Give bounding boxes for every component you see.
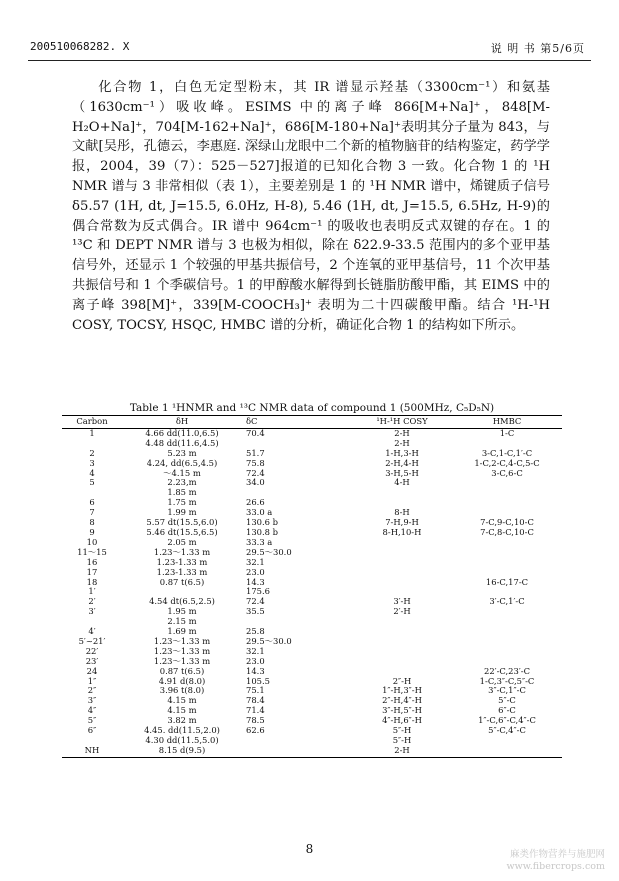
cell-delta-h: 4.15 m (167, 705, 197, 716)
cell-cosy: 3-H,5-H (385, 467, 419, 478)
table-row (62, 528, 562, 538)
cell-delta-c: 29.5～30.0 (246, 635, 292, 646)
cell-cosy: 7-H,9-H (385, 517, 419, 528)
cell-hmbc (452, 558, 562, 568)
table-row (62, 578, 562, 588)
cell-carbon: 1 (89, 427, 95, 438)
cell-delta-c: 75.1 (246, 685, 265, 696)
cell-cosy: 2″-H (392, 675, 412, 686)
cell-delta-h: 1.23～1.33 m (153, 655, 211, 666)
cell-delta-h: 1.85 m (167, 487, 197, 498)
cell-hmbc (452, 607, 562, 617)
table-row (62, 736, 562, 746)
cell-carbon: 6″ (87, 725, 97, 736)
cell-hmbc (452, 627, 562, 637)
cell-delta-h: 5.46 dt(15.5,6.5) (146, 526, 218, 537)
cell-carbon: 5′~21′ (78, 635, 106, 646)
table-row (62, 726, 562, 736)
table-row (62, 469, 562, 479)
cell-hmbc: 16-C,17-C (485, 576, 529, 587)
cell-cosy (352, 548, 452, 558)
watermark-title: 麻类作物营养与施肥网 (509, 849, 605, 860)
cell-carbon: 22′ (85, 645, 99, 656)
header-divider (28, 60, 591, 61)
cell-cosy: 1″-H,3″-H (382, 685, 422, 696)
cell-delta-h: 4.30 dd(11.5,5.0) (145, 735, 219, 745)
table-row (62, 478, 562, 488)
cell-cosy: 3″-H,5″-H (382, 705, 422, 716)
column-header-cosy: ¹H-¹H COSY (352, 416, 452, 429)
cell-carbon: 5 (89, 477, 95, 488)
document-number: 200510068282. X (30, 40, 130, 53)
cell-hmbc: 22′-C,23′-C (484, 665, 530, 676)
compound-description-paragraph: 化合物 1，白色无定型粉末，其 IR 谱显示羟基（3300cm⁻¹）和氨基（1630cm⁻¹）吸收峰。ESIMS 中的离子峰 866[M+Na]⁺，848[M-H₂O+Na]⁺，704[M-162+Na]⁺，686[M-180+Na]⁺表明其分子量为 843，与文献[吴彤，孔德云，李惠庭. 深绿山龙眼中二个新的植物脑苷的结构鉴定，药学学报，2004，39（7）：525－527]报道的已知化合物 3 一致。化合物 1 的 ¹H NMR 谱与 3 非常相似（表 1），主要差别是 1 的 ¹H NMR 谱中，烯键质子信号 δ5.57 (1H, dt, J=15.5, 6.0Hz, H-8), 5.46 (1H, dt, J=15.5, 6.5Hz, H-9)的偶合常数为反式偶合。IR 谱中 964cm⁻¹ 的吸收也表明反式双键的存在。1 的 ¹³C 和 DEPT NMR 谱与 3 也极为相似，除在 δ22.9-33.5 范围内的多个亚甲基信号外，还显示 1 个较强的甲基共振信号，2 个连氧的亚甲基信号，11 个次甲基共振信号和 1 个季碳信号。1 的甲醇酸水解得到长链脂肪酸甲酯，其 EIMS 中的离子峰 398[M]⁺，339[M-COOCH₃]⁺ 表明为二十四碳酸甲酯。结合 ¹H-¹H COSY, TOCSY, HSQC, HMBC 谱的分析，确证化合物 1 的结构如下所示。 (72, 80, 550, 333)
cell-hmbc (452, 647, 562, 657)
cell-delta-h: 3.82 m (167, 715, 197, 726)
table-row (62, 498, 562, 508)
cell-delta-h: 5.57 dt(15.5,6.0) (146, 517, 218, 528)
table-row (62, 607, 562, 617)
cell-cosy: 2′-H (393, 606, 411, 617)
cell-hmbc: 6″-C (498, 705, 516, 716)
cell-delta-h: 3.96 t(8.0) (159, 685, 205, 696)
table-row (62, 716, 562, 726)
cell-delta-c: 26.6 (246, 497, 265, 508)
cell-cosy: 5″-H (392, 725, 412, 736)
page-header-label: 说 明 书 第5/6页 (490, 42, 585, 55)
cell-carbon: 2 (89, 447, 95, 458)
cell-cosy (352, 637, 452, 647)
cell-carbon: 6 (89, 497, 95, 508)
page-number: 8 (305, 842, 314, 856)
column-header-delta-c: δC (242, 416, 352, 429)
cell-hmbc (452, 637, 562, 647)
cell-delta-h: 2.05 m (167, 536, 197, 547)
table-row (62, 558, 562, 568)
table-row (62, 459, 562, 469)
cell-delta-c: 72.4 (246, 467, 265, 478)
cell-cosy (352, 568, 452, 578)
cell-delta-h: 1.99 m (167, 507, 197, 518)
cell-delta-h: 5.23 m (167, 447, 197, 458)
cell-hmbc: 1-C,3″-C,5″-C (479, 675, 535, 686)
cell-delta-c (242, 736, 352, 746)
cell-delta-c: 78.5 (246, 715, 265, 726)
cell-cosy: 1-H,3-H (385, 447, 419, 458)
cell-delta-c: 175.6 (246, 586, 270, 597)
watermark (507, 849, 605, 873)
cell-cosy (352, 627, 452, 637)
cell-delta-h: 4.15 m (167, 695, 197, 706)
column-header-hmbc: HMBC (452, 416, 562, 429)
cell-cosy: 4″-H,6″-H (382, 715, 422, 726)
cell-delta-h: 1.23～1.33 m (153, 645, 211, 656)
cell-delta-h: 1.23-1.33 m (156, 556, 208, 567)
table-body (62, 428, 562, 757)
cell-carbon: 11～15 (77, 546, 107, 557)
cell-carbon: 16 (86, 556, 98, 567)
cell-carbon: NH (62, 746, 122, 757)
nmr-data-table (62, 415, 562, 758)
cell-cosy: 2-H (352, 746, 452, 757)
table-row (62, 686, 562, 696)
cell-carbon: 4′ (88, 626, 96, 637)
cell-cosy (352, 647, 452, 657)
cell-hmbc: 5″-C,4″-C (488, 725, 526, 736)
cell-carbon: 4″ (87, 705, 97, 716)
cell-delta-c: 130.6 b (246, 517, 278, 528)
cell-delta-h: 1.23～1.33 m (153, 546, 211, 557)
cell-delta-c: 14.3 (246, 665, 265, 676)
cell-cosy (352, 538, 452, 548)
cell-delta-h: 4.48 dd(11.6,4.5) (145, 437, 219, 448)
cell-delta-h: 1.95 m (167, 606, 197, 617)
cell-cosy: 2″-H,4″-H (382, 695, 422, 706)
cell-delta-c: 23.0 (246, 655, 265, 666)
cell-delta-c: 23.0 (246, 566, 265, 577)
cell-hmbc: 7-C,9-C,10-C (480, 517, 534, 528)
table-row (62, 696, 562, 706)
cell-carbon: 7 (89, 507, 95, 518)
cell-carbon: 3′ (88, 606, 96, 617)
cell-carbon: 18 (86, 576, 98, 587)
cell-hmbc (452, 488, 562, 498)
cell-delta-c: 130.8 b (246, 526, 278, 537)
cell-carbon: 9 (89, 526, 95, 537)
cell-carbon: 2″ (87, 685, 97, 696)
cell-hmbc: 1-C (499, 427, 515, 438)
table-row (62, 428, 562, 438)
table-row (62, 647, 562, 657)
cell-cosy (352, 657, 452, 667)
cell-hmbc: 3-C,1-C,1′-C (481, 447, 533, 458)
column-header-delta-h: δH (122, 416, 242, 429)
cell-delta-c: 33.3 a (246, 536, 273, 547)
cell-hmbc: 7-C,8-C,10-C (480, 526, 534, 537)
cell-carbon: 3″ (87, 695, 97, 706)
cell-delta-h: 4.91 d(8.0) (158, 675, 206, 686)
cell-delta-h: 4.24, dd(6.5,4.5) (146, 457, 218, 468)
cell-carbon: 1′ (88, 586, 96, 597)
nmr-data-table-section (62, 402, 562, 758)
table-row (62, 746, 562, 757)
cell-cosy: 4-H (394, 477, 410, 488)
table-caption: Table 1 ¹HNMR and ¹³C NMR data of compound 1 (500MHz, C₅D₅N) (129, 402, 495, 414)
cell-delta-c: 32.1 (246, 556, 265, 567)
cell-hmbc (452, 617, 562, 627)
cell-carbon: 4 (89, 467, 95, 478)
cell-hmbc (452, 498, 562, 508)
cell-hmbc (452, 538, 562, 548)
cell-cosy (352, 578, 452, 588)
cell-cosy: 2-H (394, 437, 410, 448)
cell-delta-h: 2.15 m (167, 616, 197, 627)
cell-cosy: 3′-H (393, 596, 411, 607)
cell-hmbc: 1″-C,6″-C,4″-C (478, 715, 536, 726)
cell-hmbc: 5″-C (498, 695, 516, 706)
cell-delta-c: 32.1 (246, 645, 265, 656)
column-header-carbon: Carbon (62, 416, 122, 429)
cell-cosy (352, 558, 452, 568)
table-row (62, 627, 562, 637)
table-row (62, 548, 562, 558)
description-body (72, 78, 550, 335)
cell-carbon: 5″ (87, 715, 97, 726)
cell-delta-c: 75.8 (246, 457, 265, 468)
cell-delta-h: 2.23,m (167, 477, 197, 488)
cell-delta-c: 51.7 (246, 447, 265, 458)
cell-delta-h: 1.75 m (167, 497, 197, 508)
cell-cosy: 5″-H (392, 735, 412, 745)
table-row (62, 677, 562, 687)
cell-delta-c (242, 746, 352, 757)
table-header-row (62, 416, 562, 429)
cell-carbon: 8 (89, 517, 95, 528)
cell-hmbc (452, 478, 562, 488)
cell-delta-h: 4.66 dd(11.0,6.5) (145, 427, 219, 438)
cell-delta-h: 0.87 t(6.5) (159, 665, 205, 676)
cell-carbon: 3 (89, 457, 95, 468)
cell-hmbc: 3′-C,1′-C (489, 596, 525, 607)
cell-cosy: 2-H,4-H (385, 457, 419, 468)
table-row (62, 617, 562, 627)
cell-delta-c: 35.5 (246, 606, 265, 617)
cell-delta-h: 4.54 dt(6.5,2.5) (149, 596, 215, 607)
cell-cosy: 2-H (394, 427, 410, 438)
cell-cosy: 8-H,10-H (382, 526, 422, 537)
cell-delta-h: 1.23～1.33 m (153, 635, 211, 646)
cell-carbon: 17 (86, 566, 98, 577)
cell-delta-c: 72.4 (246, 596, 265, 607)
table-row (62, 637, 562, 647)
table-row (62, 488, 562, 498)
cell-carbon: 24 (86, 665, 98, 676)
cell-delta-c: 105.5 (246, 675, 270, 686)
cell-hmbc (452, 548, 562, 558)
cell-delta-c: 70.4 (246, 427, 265, 438)
cell-hmbc (452, 746, 562, 757)
cell-hmbc: 3-C,6-C (491, 467, 523, 478)
cell-delta-c: 29.5～30.0 (246, 546, 292, 557)
cell-delta-h: 1.23-1.33 m (156, 566, 208, 577)
cell-hmbc (452, 568, 562, 578)
cell-delta-c: 14.3 (246, 576, 265, 587)
cell-delta-c: 34.0 (246, 477, 265, 488)
cell-hmbc: 3″-C,1″-C (488, 685, 526, 696)
cell-cosy (352, 617, 452, 627)
cell-delta-c: 71.4 (246, 705, 265, 716)
table-row (62, 587, 562, 597)
cell-carbon: 1″ (87, 675, 97, 686)
cell-carbon: 23′ (85, 655, 99, 666)
cell-delta-c: 62.6 (246, 725, 265, 736)
cell-delta-c: 78.4 (246, 695, 265, 706)
cell-delta-h: ～4.15 m (163, 467, 201, 478)
table-row (62, 597, 562, 607)
cell-carbon: 2′ (88, 596, 96, 607)
cell-delta-h: 4.45. dd(11.5,2.0) (144, 725, 220, 736)
cell-delta-c: 25.8 (246, 626, 265, 637)
cell-delta-h: 8.15 d(9.5) (122, 746, 242, 757)
cell-hmbc: 1-C,2-C,4-C,5-C (474, 457, 540, 468)
cell-carbon: 10 (86, 536, 98, 547)
table-row (62, 538, 562, 548)
cell-delta-h: 1.69 m (167, 626, 197, 637)
cell-delta-c: 33.0 a (246, 507, 273, 518)
cell-cosy (352, 488, 452, 498)
cell-delta-h: 0.87 t(6.5) (159, 576, 205, 587)
cell-hmbc (452, 736, 562, 746)
watermark-url: www.fibercrops.com (506, 861, 605, 872)
table-row (62, 568, 562, 578)
cell-cosy: 8-H (394, 507, 410, 518)
